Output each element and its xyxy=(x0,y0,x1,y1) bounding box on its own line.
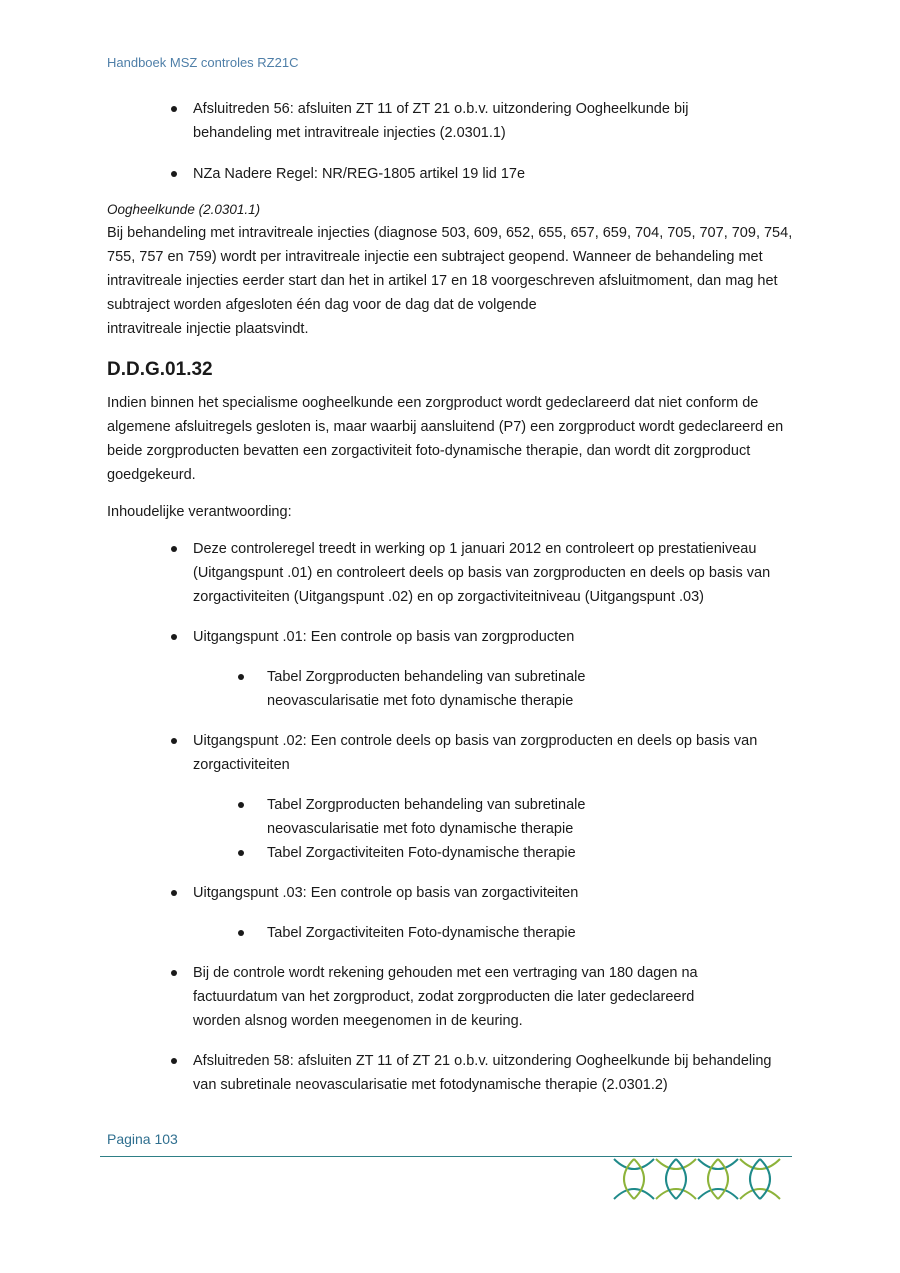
sub-list-item: Tabel Zorgactiviteiten Foto-dynamische therapie xyxy=(107,841,797,865)
oogheelkunde-subtitle: Oogheelkunde (2.0301.1) xyxy=(107,202,261,217)
list-item: Deze controleregel treedt in werking op 1 januari 2012 en controleert op prestatieniveau (Uitgangspunt .01) en controleert deels op basis van zorgproducten en deels op basis van zorgactiviteiten (Uitgangspunt .02) en op zorgactiviteitniveau (Uitgangspunt .03) xyxy=(107,537,797,609)
list-item: Bij de controle wordt rekening gehouden met een vertraging van 180 dagen na factuurdatum van het zorgproduct, zodat zorgproducten die later gedeclareerd worden alsnog worden meegenomen in de keuring. xyxy=(107,961,733,1033)
list-item: NZa Nadere Regel: NR/REG-1805 artikel 19 lid 17e xyxy=(107,162,797,186)
page-number: Pagina 103 xyxy=(107,1131,178,1147)
oogheelkunde-body-end: intravitreale injectie plaatsvindt. xyxy=(107,321,309,337)
list-item: Uitgangspunt .03: Een controle op basis van zorgactiviteiten xyxy=(107,881,797,905)
section-heading: D.D.G.01.32 xyxy=(107,359,213,380)
list-item: Afsluitreden 58: afsluiten ZT 11 of ZT 21 o.b.v. uitzondering Oogheelkunde bij behandeling van subretinale neovascularisatie met fotodynamische therapie (2.0301.2) xyxy=(107,1049,797,1097)
sub-list-item: Tabel Zorgproducten behandeling van subretinale neovascularisatie met foto dynamische therapie xyxy=(107,793,597,841)
oogheelkunde-body: Bij behandeling met intravitreale injecties (diagnose 503, 609, 652, 655, 657, 659, 704, 705, 707, 709, 754, 755, 757 en 759) wordt per intravitreale injectie een subtraject geopend. Wanneer de behandeling met intravitreale injecties eerder start dan het in artikel 17 en 18 voorgeschreven afsluitmoment, dan mag het subtraject worden afgesloten één dag voor de dag dat de volgende xyxy=(107,225,793,313)
page-header: Handboek MSZ controles RZ21C xyxy=(107,55,299,70)
sub-list-item: Tabel Zorgproducten behandeling van subretinale neovascularisatie met foto dynamische therapie xyxy=(107,665,597,713)
logo-pattern-icon xyxy=(612,1157,792,1201)
document-body xyxy=(107,97,797,1097)
section-intro: Indien binnen het specialisme oogheelkunde een zorgproduct wordt gedeclareerd dat niet conform de algemene afsluitregels gesloten is, maar waarbij aansluitend (P7) een zorgproduct wordt gedeclareerd en beide zorgproducten bevatten een zorgactiviteit foto-dynamische therapie, dan wordt dit zorgproduct goedgekeurd. xyxy=(107,395,784,483)
list-item: Uitgangspunt .02: Een controle deels op basis van zorgproducten en deels op basis van zorgactiviteiten xyxy=(107,729,797,777)
verantwoording-label: Inhoudelijke verantwoording: xyxy=(107,504,292,520)
sub-list-item: Tabel Zorgactiviteiten Foto-dynamische therapie xyxy=(107,921,797,945)
list-item: Uitgangspunt .01: Een controle op basis van zorgproducten xyxy=(107,625,797,649)
list-item: Afsluitreden 56: afsluiten ZT 11 of ZT 21 o.b.v. uitzondering Oogheelkunde bij behandeling met intravitreale injecties (2.0301.1) xyxy=(107,97,733,145)
